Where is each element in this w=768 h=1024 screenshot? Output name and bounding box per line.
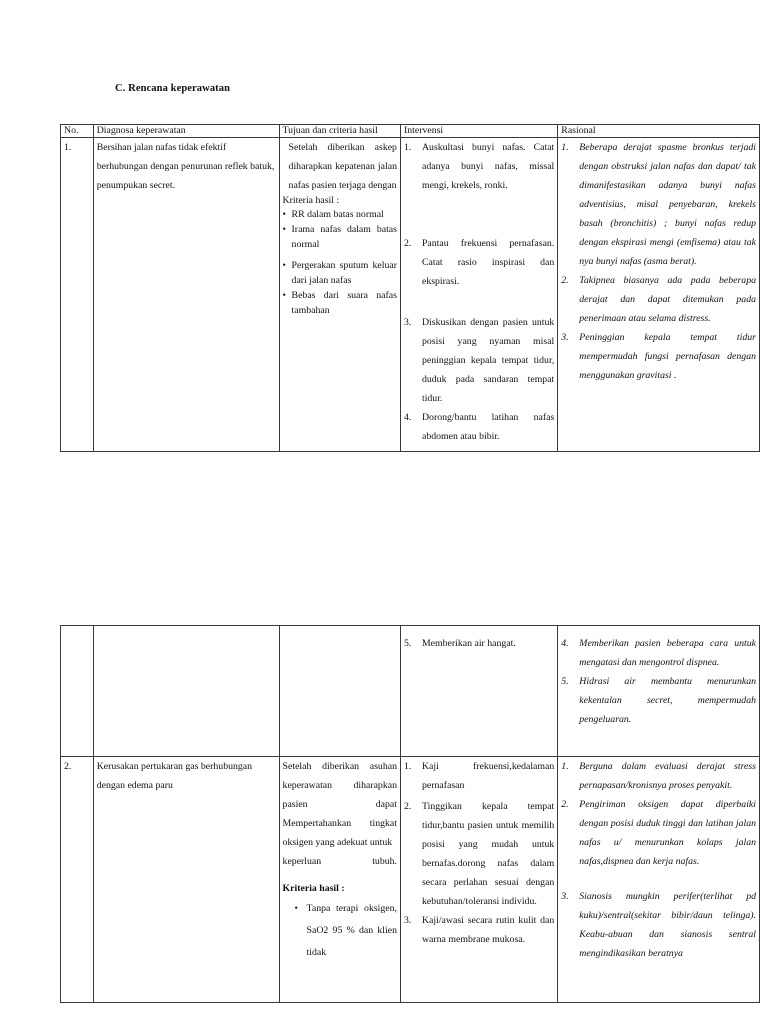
tujuan-intro: Setelah diberikan askep diharapkan kepatenan jalan nafas pasien terjaga dengan xyxy=(288,142,397,191)
table-header-row xyxy=(61,125,760,138)
list-item: 2. Pantau frekuensi pernafasan. Catat rasio inspirasi dan ekspirasi. xyxy=(403,238,555,287)
rasional-list xyxy=(561,138,756,385)
row-number: 2. xyxy=(61,757,94,1003)
list-item: • Tanpa terapi oksigen, SaO2 95 % dan klien tidak xyxy=(283,898,397,964)
list-item: 1. Kaji frekuensi,kedalaman pernafasan xyxy=(403,761,555,791)
list-item: 3. Peninggian kepala tempat tidur mempermudah fungsi pernafasan dengan menggunakan gravitasi . xyxy=(561,332,756,381)
bullet-icon: • xyxy=(282,290,286,301)
bullet-icon: • xyxy=(282,260,286,271)
list-item: 4. Memberikan pasien beberapa cara untuk mengatasi dan mengontrol dispnea. xyxy=(561,638,756,668)
criteria-list xyxy=(283,898,397,964)
criteria-label: Kriteria hasil : xyxy=(282,883,345,894)
list-item: 4. Dorong/bantu latihan nafas abdomen atau bibir. xyxy=(403,412,555,442)
list-item: 5. Memberikan air hangat. xyxy=(403,638,516,649)
list-item: • Pergerakan sputum keluar dari jalan nafas xyxy=(282,260,397,286)
care-plan-table-2 xyxy=(60,625,760,1003)
list-item: 2. Tinggikan kepala tempat tidur,bantu pasien untuk memilih posisi yang mudah untuk bernafas.dorong nafas dalam secara perlahan sesuai dengan kebutuhan/toleransi individu. xyxy=(403,801,555,907)
header-no: No. xyxy=(61,125,94,138)
rasional-list xyxy=(561,757,756,963)
list-item: 2. Takipnea biasanya ada pada beberapa derajat dan dapat ditemukan pada penerimaan atau selama distress. xyxy=(561,275,756,324)
section-heading: C. Rencana keperawatan xyxy=(115,83,231,94)
tujuan-cell xyxy=(279,626,400,757)
list-item: • Bebas dari suara nafas tambahan xyxy=(282,290,397,316)
intervensi-cell xyxy=(400,757,557,1003)
header-rasional: Rasional xyxy=(558,125,760,138)
row-number xyxy=(61,626,94,757)
diagnosa-cell: Bersihan jalan nafas tidak efektif berhubungan dengan penurunan reflek batuk, penumpukan secret. xyxy=(93,138,279,452)
bullet-icon: • xyxy=(282,209,286,220)
row-number: 1. xyxy=(61,138,94,452)
tujuan-cell xyxy=(279,757,400,1003)
bullet-icon: • xyxy=(282,224,286,235)
diagnosa-cell: Kerusakan pertukaran gas berhubungan dengan edema paru xyxy=(93,757,279,1003)
list-item: 1. Auskultasi bunyi nafas. Catat adanya bunyi nafas, missal mengi, krekels, ronki. xyxy=(403,142,555,191)
rasional-cell xyxy=(558,626,760,757)
tujuan-cell xyxy=(279,138,400,452)
rasional-list xyxy=(561,634,756,729)
table-row xyxy=(61,138,760,452)
criteria-list xyxy=(283,207,397,318)
list-item: • Irama nafas dalam batas normal xyxy=(282,224,397,250)
rasional-cell xyxy=(558,757,760,1003)
intervensi-list xyxy=(404,757,554,949)
list-item: 3. Kaji/awasi secara rutin kulit dan warna membrane mukosa. xyxy=(403,915,555,945)
list-item: 2. Pengiriman oksigen dapat diperbaiki dengan posisi duduk tinggi dan latihan jalan nafas u/ menurunkan kolaps jalan nafas,dispnea dan kerja nafas. xyxy=(561,799,756,867)
table-row xyxy=(61,626,760,757)
bullet-icon: • xyxy=(294,903,298,914)
intervensi-list xyxy=(404,138,554,446)
care-plan-table-1 xyxy=(60,124,760,452)
criteria-label: Kriteria hasil : xyxy=(282,195,340,206)
list-item: 1. Berguna dalam evaluasi derajat stress pernapasan/kronisnya proses penyakit. xyxy=(561,761,756,791)
list-item: 3. Sianosis mungkin perifer(terlihat pd kuku)/sentral(sekitar bibir/daun telinga). Keabu-abuan dan sianosis sentral mengindikasikan beratnya xyxy=(561,891,756,959)
table-row xyxy=(61,757,760,1003)
list-item: • RR dalam batas normal xyxy=(282,209,384,220)
header-diagnosa: Diagnosa keperawatan xyxy=(93,125,279,138)
list-item: 1. Beberapa derajat spasme bronkus terjadi dengan obstruksi jalan nafas dan dapat/ tak dimanifestasikan adanya bunyi nafas adventisius, misal penyebaran, krekels basah (bronchitis) ; bunyi nafas redup dengan ekspirasi mengi (emfisema) atau tak nya bunyi nafas (asma berat). xyxy=(561,142,756,267)
intervensi-list xyxy=(404,634,554,653)
intervensi-cell xyxy=(400,138,557,452)
header-intervensi: Intervensi xyxy=(400,125,557,138)
intervensi-cell xyxy=(400,626,557,757)
tujuan-intro: Setelah diberikan asuhan keperawatan diharapkan pasien dapat Mempertahankan tingkat oksigen yang adekuat untuk xyxy=(282,761,397,848)
rasional-cell xyxy=(558,138,760,452)
list-item: 5. Hidrasi air membantu menurunkan kekentalan secret, mempermudah pengeluaran. xyxy=(561,676,756,725)
header-tujuan: Tujuan dan criteria hasil xyxy=(279,125,400,138)
diagnosa-cell xyxy=(93,626,279,757)
list-item: 3. Diskusikan dengan pasien untuk posisi yang nyaman misal peninggian kepala tempat tidur, duduk pada sandaran tempat tidur. xyxy=(403,317,555,404)
tujuan-intro-2: keperluan tubuh. xyxy=(282,856,397,867)
